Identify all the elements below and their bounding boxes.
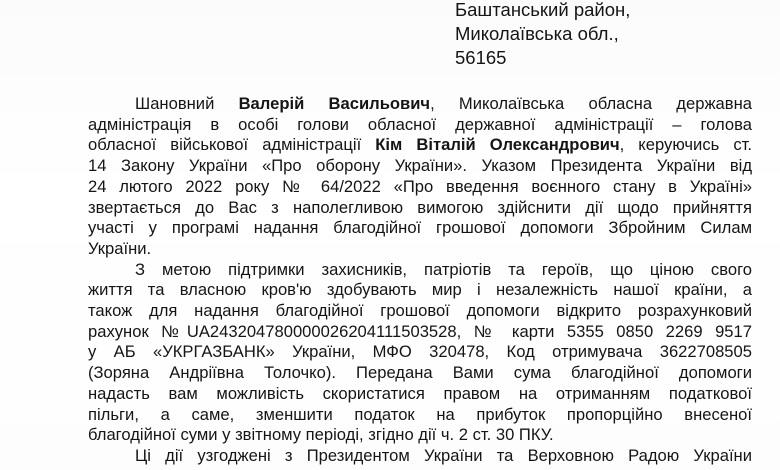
appeal-line	[88, 135, 752, 156]
recipient-line: (Зоряна Андріївна Толочко). Передана Вами сума благодійної допомоги	[88, 363, 752, 383]
paragraph-bank-details	[88, 260, 752, 446]
paragraph-appeal	[88, 94, 752, 260]
details-line: надасть вам можливість скористатися правом на отриманням податкової	[88, 383, 752, 403]
address-postcode: 56165	[455, 47, 507, 68]
appeal-line: України.	[88, 238, 152, 258]
appeal-text: , Миколаївська обласна державна	[430, 94, 752, 113]
appeal-line: 24 лютого 2022 року № 64/2022 «Про введення воєнного стану в Україні»	[88, 176, 752, 196]
appeal-text: обласної військової адміністрації	[88, 135, 376, 155]
details-line: також для надання благодійної грошової допомоги відкрито розрахунковий	[88, 301, 752, 321]
details-line: благодійної суми у звітному періоді, згідно дії ч. 2 ст. 30 ПКУ.	[88, 425, 554, 445]
appeal-line: адміністрація в особі голови обласної державної адміністрації – голова	[88, 114, 752, 134]
details-line: пільги, а саме, зменшити податок на прибуток пропорційно внесеної	[88, 404, 752, 424]
closing-line: Ці дії узгоджені з Президентом України та Верховною Радою України	[135, 445, 752, 465]
head-name: Кім Віталій Олександрович	[375, 135, 620, 155]
recipient-address	[455, 0, 630, 70]
salutation-text: Шановний	[135, 94, 239, 113]
details-line: З метою підтримки захисників, патріотів та героїв, що ціною свого	[135, 259, 752, 279]
bank-line: у АБ «УКРГАЗБАНК» України, МФО 320478, Код отримувача 3622708505	[88, 342, 752, 362]
details-line: життя та власною кров'ю здобувають мир і незалежність нашої країни, а	[88, 280, 752, 300]
appeal-line	[88, 94, 752, 115]
appeal-text: , керуючись ст.	[619, 135, 753, 155]
addressee-name: Валерій Васильович	[238, 94, 431, 113]
letter-body	[88, 94, 752, 467]
appeal-line: 14 Закону України «Про оборону України». Указом Президента України від	[88, 156, 752, 176]
paragraph-closing	[88, 446, 752, 467]
address-district: Баштанський район,	[455, 0, 631, 20]
account-number-line: рахунок №UA243204780000026204111503528, № карти 5355 0850 2269 9517	[88, 321, 752, 341]
address-region: Миколаївська обл.,	[455, 23, 619, 44]
appeal-line: участі у програмі надання благодійної грошової допомоги Збройним Силам	[88, 218, 752, 238]
appeal-line: звертається до Вас з наполегливою вимогою здійснити дії щодо прийняття	[88, 197, 752, 217]
